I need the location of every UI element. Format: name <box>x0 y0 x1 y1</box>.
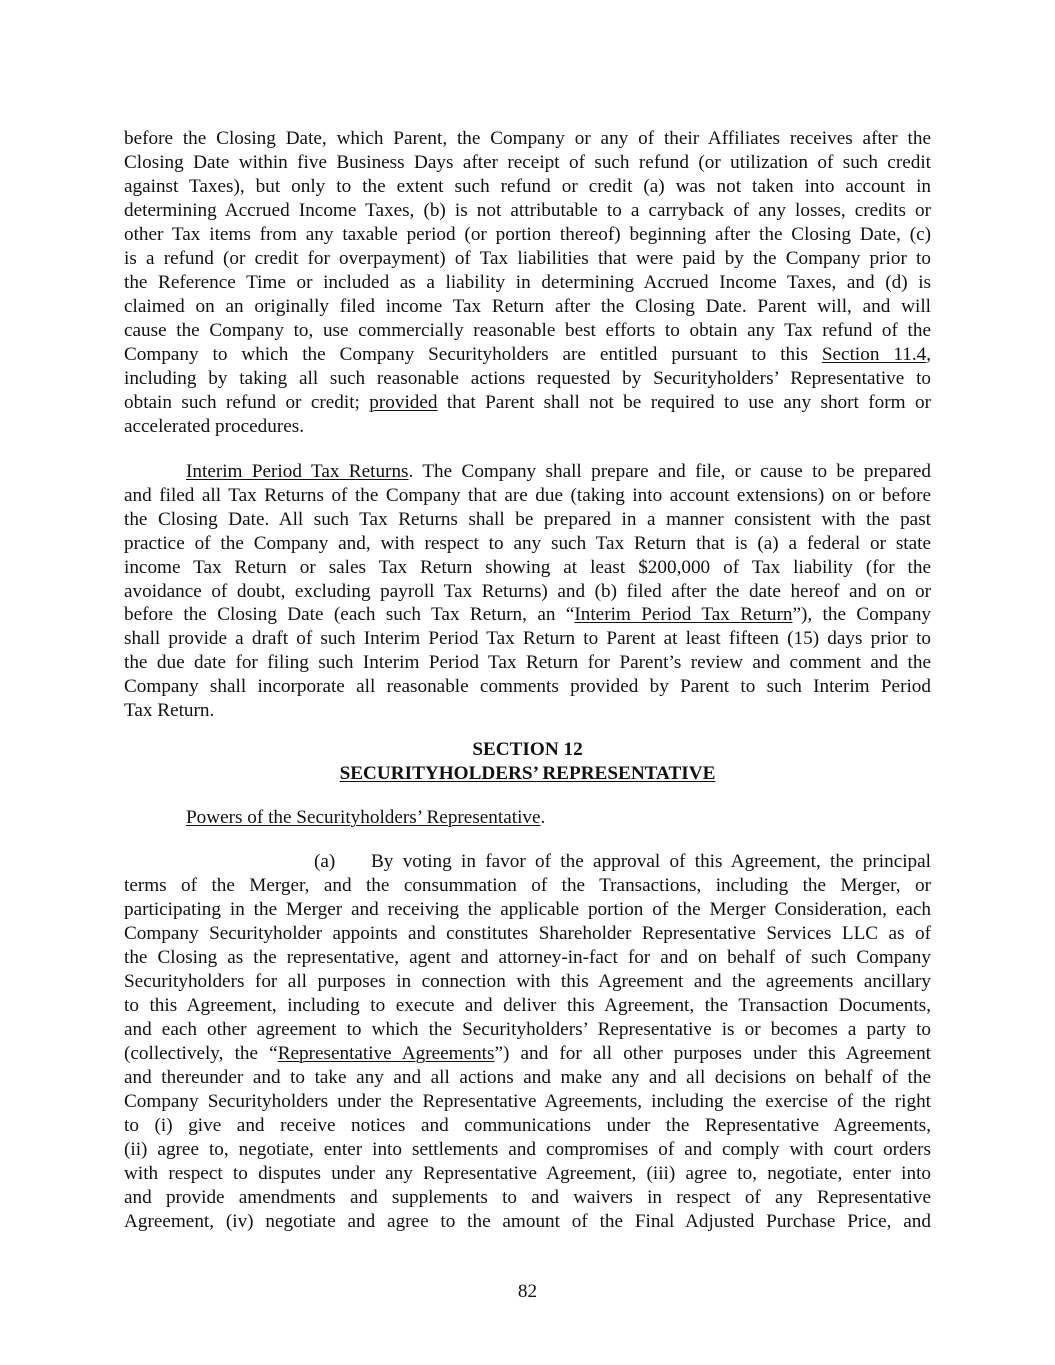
text-line: to (i) give and receive notices and communications under the Representative Agreements, <box>124 1115 931 1136</box>
text-line: the due date for filing such Interim Period Tax Return for Parent’s review and comment and the <box>124 652 931 673</box>
text-line: cause the Company to, use commercially reasonable best efforts to obtain any Tax refund of the <box>124 320 931 341</box>
text-segment: . The Company shall prepare and file, or cause to be prepared <box>408 461 931 482</box>
text-line: Company Securityholders under the Representative Agreements, including the exercise of the right <box>124 1091 931 1112</box>
section-reference: Section 11.4 <box>821 344 927 365</box>
text-line: income Tax Return or sales Tax Return showing at least $200,000 of Tax liability (for the <box>124 557 931 578</box>
text-line: participating in the Merger and receiving the applicable portion of the Merger Consideration, each <box>124 899 931 920</box>
text-line: Company shall incorporate all reasonable comments provided by Parent to such Interim Period <box>124 676 931 697</box>
provided-term: provided <box>369 392 438 413</box>
text-line: By voting in favor of the approval of this Agreement, the principal <box>371 851 931 872</box>
text-segment: obtain such refund or credit; <box>124 392 370 413</box>
text-line: practice of the Company and, with respect to any such Tax Return that is (a) a federal or state <box>124 533 931 554</box>
text-line: is a refund (or credit for overpayment) of Tax liabilities that were paid by the Company prior to <box>124 248 931 269</box>
text-line: Closing Date within five Business Days after receipt of such refund (or utilization of such credit <box>124 152 931 173</box>
text-line: Agreement, (iv) negotiate and agree to the amount of the Final Adjusted Purchase Price, and <box>124 1211 931 1232</box>
text-line: Securityholders for all purposes in connection with this Agreement and the agreements ancillary <box>124 971 931 992</box>
text-segment: ”) and for all other purposes under this Agreement <box>494 1043 931 1064</box>
text-line: against Taxes), but only to the extent such refund or credit (a) was not taken into account in <box>124 176 931 197</box>
text-line: and provide amendments and supplements to and waivers in respect of any Representative <box>124 1187 931 1208</box>
section-title-text: SECURITYHOLDERS’ REPRESENTATIVE <box>339 763 716 784</box>
text-segment: (collectively, the “ <box>124 1043 278 1064</box>
text-line: avoidance of doubt, excluding payroll Tax Returns) and (b) filed after the date hereof and on or <box>124 581 931 602</box>
text-segment: that Parent shall not be required to use any short form or <box>437 392 931 413</box>
text-line <box>124 1042 931 1066</box>
text-line: and thereunder and to take any and all actions and make any and all decisions on behalf of the <box>124 1067 931 1088</box>
text-line <box>186 460 931 484</box>
text-segment: Company to which the Company Securityholders are entitled pursuant to this <box>124 344 822 365</box>
text-line: the Reference Time or included as a liability in determining Accrued Income Taxes, and (d) is <box>124 272 931 293</box>
section-number: SECTION 12 <box>472 739 583 760</box>
text-line: including by taking all such reasonable actions requested by Securityholders’ Representative to <box>124 368 931 389</box>
text-line: with respect to disputes under any Representative Agreement, (iii) agree to, negotiate, enter into <box>124 1163 931 1184</box>
text-line: Tax Return. <box>124 700 215 721</box>
section-title <box>0 762 1055 786</box>
text-line: terms of the Merger, and the consummation of the Transactions, including the Merger, or <box>124 875 931 896</box>
text-line: the Closing Date. All such Tax Returns shall be prepared in a manner consistent with the past <box>124 509 931 530</box>
text-segment: . <box>540 807 546 828</box>
text-segment: , <box>926 344 932 365</box>
text-line: shall provide a draft of such Interim Period Tax Return to Parent at least fifteen (15) days prior to <box>124 628 931 649</box>
text-line <box>124 391 931 415</box>
text-line: claimed on an originally filed income Tax Return after the Closing Date. Parent will, and will <box>124 296 931 317</box>
paragraph-heading: Interim Period Tax Returns <box>186 461 409 482</box>
text-line: Company Securityholder appoints and constitutes Shareholder Representative Services LLC as of <box>124 923 931 944</box>
text-line: to this Agreement, including to execute and deliver this Agreement, the Transaction Documents, <box>124 995 931 1016</box>
clause-marker: (a) <box>314 851 336 872</box>
text-line: (ii) agree to, negotiate, enter into settlements and compromises of and comply with court orders <box>124 1139 931 1160</box>
text-line: the Closing as the representative, agent and attorney-in-fact for and on behalf of such Company <box>124 947 931 968</box>
text-line: and each other agreement to which the Securityholders’ Representative is or becomes a party to <box>124 1019 931 1040</box>
defined-term: Representative Agreements <box>277 1043 495 1064</box>
text-line: before the Closing Date, which Parent, the Company or any of their Affiliates receives after the <box>124 128 931 149</box>
subsection-heading <box>186 806 931 830</box>
text-line: accelerated procedures. <box>124 416 305 437</box>
text-line <box>124 603 931 627</box>
text-segment: ”), the Company <box>792 604 932 625</box>
text-line: and filed all Tax Returns of the Company that are due (taking into account extensions) on or before <box>124 485 931 506</box>
text-line <box>124 343 931 367</box>
defined-term: Interim Period Tax Return <box>574 604 793 625</box>
page-number: 82 <box>517 1281 538 1302</box>
text-line: determining Accrued Income Taxes, (b) is not attributable to a carryback of any losses, credits or <box>124 200 931 221</box>
text-segment: before the Closing Date (each such Tax Return, an “ <box>124 604 575 625</box>
text-line: other Tax items from any taxable period (or portion thereof) beginning after the Closing Date, (c) <box>124 224 931 245</box>
subsection-heading-text: Powers of the Securityholders’ Representative <box>186 807 541 828</box>
